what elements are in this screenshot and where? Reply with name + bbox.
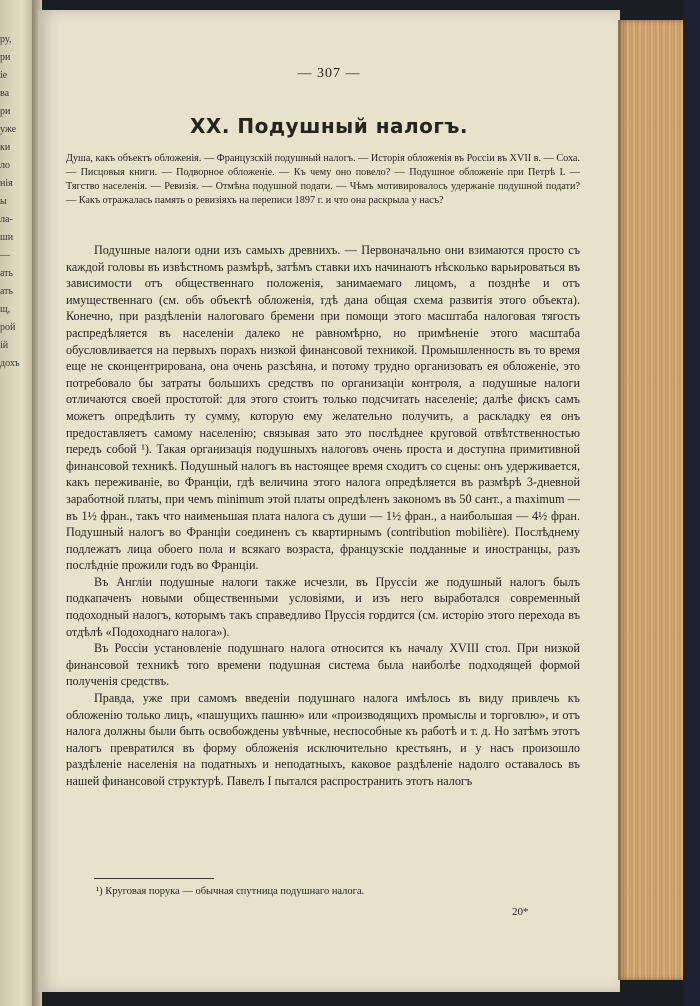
left-page-fragment: іе — [0, 70, 8, 81]
left-page-fragment: рой — [0, 322, 16, 333]
book-cover — [683, 0, 700, 1006]
left-page-fragment: ы — [0, 196, 7, 207]
footnote-rule — [94, 878, 214, 879]
signature-mark: 20* — [512, 906, 529, 918]
left-page-fragment: — — [0, 250, 10, 261]
chapter-body — [66, 242, 580, 790]
left-page-fragment: ла- — [0, 214, 13, 225]
right-page — [38, 10, 620, 992]
left-page — [0, 0, 36, 1006]
body-paragraph: Въ Россіи установленіе подушнаго налога относится къ началу XVIII стол. При низкой финансовой техникѣ того времени подушная система была наиболѣе подходящей формой полученія средствъ. — [66, 641, 580, 689]
left-page-fragment: ру, — [0, 34, 12, 45]
chapter-abstract: Душа, какъ объектъ обложенія. — Французскій подушный налогъ. — Исторія обложенія въ Россіи въ XVII в. — Соха. — Писцовыя книги. — Подворное обложеніе. — Къ чему оно повело? — Подушное обложеніе при Петрѣ I. — Тягство населенія. — Ревизія. — Отмѣна подушной подати. — Чѣмъ мотивировалось удержаніе подушной подати? — Какъ отражалась память о ревизіяхъ на переписи 1897 г. и что она раскрыла у насъ? — [66, 153, 580, 206]
left-page-fragment: ій — [0, 340, 9, 351]
body-paragraph: Правда, уже при самомъ введеніи подушнаго налога имѣлось въ виду привлечь къ обложенію только лицъ, «пашущихъ пашню» или «производящихъ промыслы и торговлю», и отъ налога должны были быть освобождены увѣчные, неспособные къ работѣ и т. д. Но затѣмъ этотъ налогъ превратился въ форму обложенія исключительно крестьянъ, и у насъ произошло раздѣленіе населенія на податныхъ и неподатныхъ, каковое раздѣленіе надолго оставалось въ нашей финансовой структурѣ. Павелъ I пытался распространить этотъ налогъ — [66, 691, 580, 788]
left-page-fragment: ри — [0, 52, 11, 63]
left-page-fragment: нія — [0, 178, 13, 189]
body-paragraph: Подушные налоги одни изъ самыхъ древнихъ. — Первоначально они взимаются просто съ каждой головы въ извѣстномъ размѣрѣ, затѣмъ ставки ихъ начинаютъ нѣсколько варьироваться въ зависимости отъ общественнаго положенія, занимаемаго лицомъ, а позднѣе и отъ имущественнаго (см. объ объектѣ обложенія, гдѣ дана общая схема развитія этого объекта). Конечно, при раздѣленіи налоговаго бремени при помощи этого масштаба налоговая тягость распредѣляется въ населеніи далеко не равномѣрно, но примѣненіе этого масштаба обусловливается на первыхъ порахъ низкой финансовой техникой. Промышленность въ то время еще не сконцентрирована, она очень разсѣяна, и потому трудно организовать ея обложеніе, это потребовало бы затраты большихъ средствъ по организаціи контроля, а подушные налоги отличаются своей простотой: для этого стоитъ только подсчитать населеніе; далѣе фискъ самъ можетъ опредѣлить ту сумму, которую ему желательно получить, а раскладку ея онъ предоставляетъ самому населенію; связывая зато это послѣднее круговой отвѣтственностью передъ собой ¹). Такая организація подушныхъ налоговъ очень проста и доступна примитивной финансовой техникѣ. Подушный налогъ въ настоящее время сходитъ со сцены: онъ удерживается, какъ переживаніе, во Франціи, гдѣ величина этого налога опредѣляется въ размѣрѣ 3-дневной заработной платы, при чемъ minimum этой платы опредѣленъ закономъ въ 50 сант., а maximum — въ 1½ фран., такъ что наименьшая плата налога съ души — 1½ фран., а наибольшая — 4½ фран. Подушный налогъ во Франціи соединенъ съ квартирнымъ (contribution mobilière). Послѣднему подлежатъ лица обоего пола и всякаго возраста, французскіе подданные и иностранцы, разъ послѣдніе прожили годъ во Франціи. — [66, 243, 580, 573]
left-page-fragment: ри — [0, 106, 11, 117]
left-page-fragment: щ, — [0, 304, 11, 315]
left-page-fragment: ло — [0, 160, 10, 171]
body-paragraph: Въ Англіи подушные налоги также исчезли, въ Пруссіи же подушный налогъ былъ подкапаченъ новыми общественными условіями, и изъ него выработался современный подоходный налогъ, которымъ такъ справедливо Пруссія гордится (см. исторію этого перехода въ отдѣлѣ «Подоходнаго налога»). — [66, 574, 580, 639]
left-page-fragment: дохъ — [0, 358, 20, 369]
left-page-fragment: ать — [0, 268, 14, 279]
footnote: ¹) Круговая порука — обычная спутница подушнаго налога. — [96, 886, 365, 897]
chapter-title: XX. Подушный налогъ. — [190, 114, 468, 138]
left-page-fragment: ки — [0, 142, 11, 153]
page-number: — 307 — — [297, 66, 361, 81]
page-edges — [618, 20, 686, 980]
left-page-fragment: ать — [0, 286, 14, 297]
left-page-fragment: уже — [0, 124, 17, 135]
left-page-fragment: ши — [0, 232, 14, 243]
left-page-fragment: ва — [0, 88, 10, 99]
